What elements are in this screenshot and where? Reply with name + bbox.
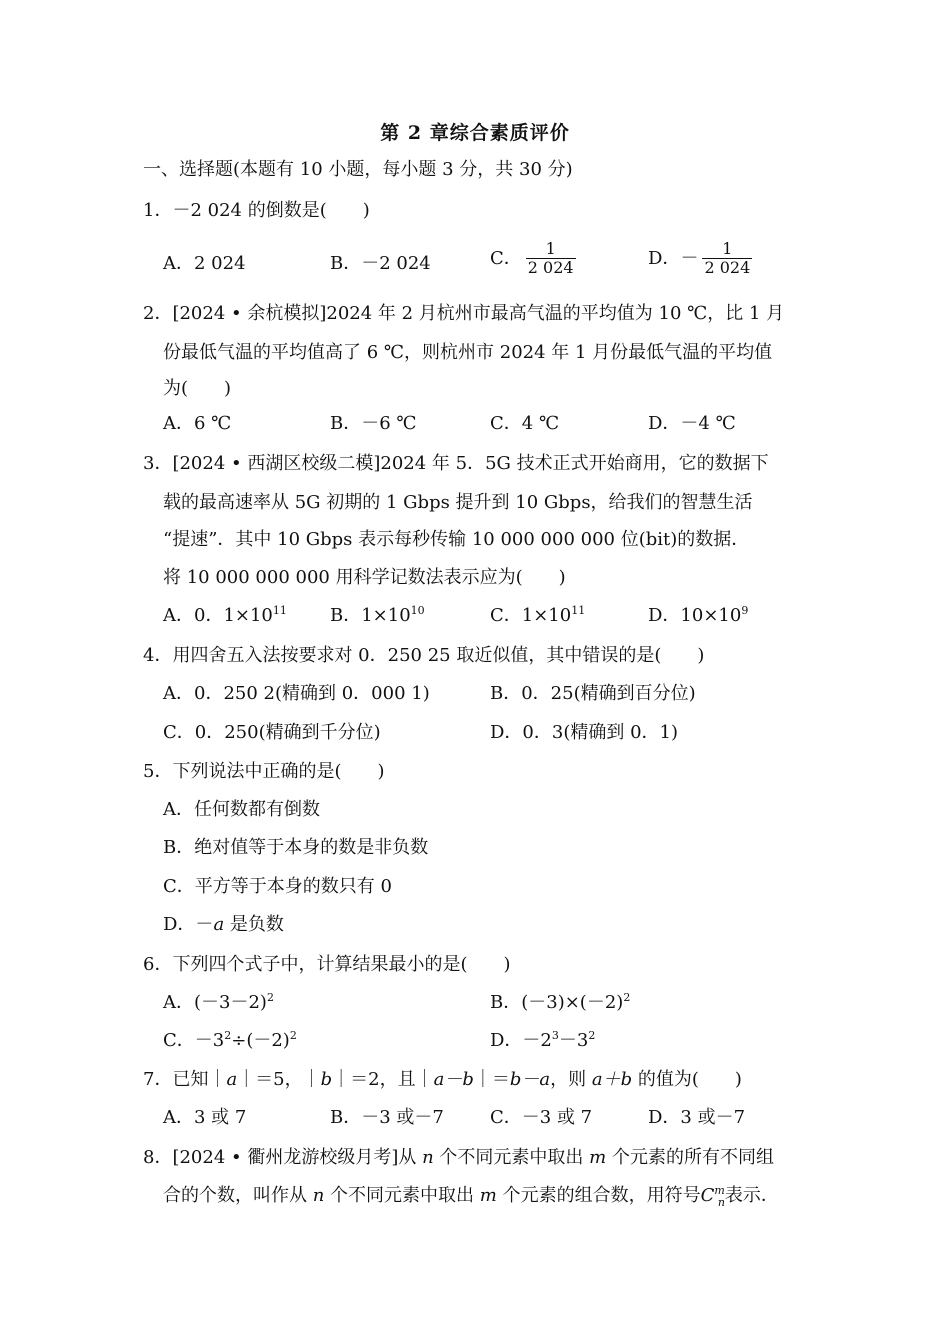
q2-option-a: A．6 ℃ — [163, 413, 232, 434]
fraction-denominator: 2 024 — [527, 258, 574, 277]
question-2-line-2: 份最低气温的平均值高了 6 ℃，则杭州市 2024 年 1 月份最低气温的平均值 — [163, 342, 773, 363]
q5-option-d-suffix: 是负数 — [224, 914, 284, 935]
q3-option-c-exponent: 11 — [571, 604, 586, 617]
q3-option-d — [648, 603, 748, 629]
q2-option-c: C．4 ℃ — [490, 413, 560, 434]
q1-option-d-fraction — [702, 240, 752, 277]
q6-option-d-exp2: 2 — [588, 1029, 596, 1042]
q3-option-b — [330, 603, 425, 629]
fraction-numerator: 1 — [545, 239, 556, 258]
q4-option-c: C．0．250(精确到千分位) — [163, 722, 381, 743]
q6-option-a-base: A．(－3－2) — [163, 992, 267, 1013]
q6-option-b — [490, 990, 630, 1016]
section-heading: 一、选择题(本题有 10 小题，每小题 3 分，共 30 分) — [143, 159, 573, 180]
fraction-numerator: 1 — [722, 239, 733, 258]
q6-option-c-exp2: 2 — [289, 1029, 297, 1042]
q7-text: 7．已知｜ — [143, 1069, 227, 1090]
q7-var-a: a — [226, 1069, 238, 1090]
question-3-line-4: 将 10 000 000 000 用科学记数法表示应为( ) — [163, 567, 566, 588]
q4-option-a: A．0．250 2(精确到 0．000 1) — [163, 683, 430, 704]
q1-option-a: A．2 024 — [163, 253, 246, 274]
q7-option-b: B．－3 或－7 — [330, 1107, 444, 1128]
question-2-line-3: 为( ) — [163, 378, 232, 399]
question-3-line-1: 3．[2024 • 西湖区校级二模]2024 年 5．5G 技术正式开始商用，它的数据下 — [143, 453, 769, 474]
question-8-line-2 — [163, 1183, 779, 1209]
question-2-line-1: 2．[2024 • 余杭模拟]2024 年 2 月杭州市最高气温的平均值为 10 ℃，比 1 月 — [143, 303, 785, 324]
q6-option-a — [163, 990, 274, 1016]
q3-option-a — [163, 603, 287, 629]
q1-option-c-label: C． — [490, 247, 522, 269]
q6-option-d-part2: －3 — [558, 1030, 589, 1051]
q7-expr-3: a＋b — [591, 1069, 633, 1090]
q4-option-b: B．0．25(精确到百分位) — [490, 683, 696, 704]
q8-text: 8．[2024 • 衢州龙游校级月考]从 — [143, 1147, 423, 1168]
q7-option-a: A．3 或 7 — [163, 1107, 247, 1128]
q7-option-c: C．－3 或 7 — [490, 1107, 593, 1128]
q3-option-b-exponent: 10 — [410, 604, 425, 617]
q1-option-b: B．－2 024 — [330, 253, 431, 274]
q3-option-d-base: D．10×10 — [648, 605, 742, 626]
q7-text: 的值为( ) — [632, 1069, 742, 1090]
q6-option-c-part2: ÷(－2) — [231, 1030, 290, 1051]
page-title: 第 2 章综合素质评价 — [380, 122, 570, 144]
q6-option-a-exponent: 2 — [266, 991, 274, 1004]
q1-option-c — [490, 240, 576, 277]
question-5-stem: 5．下列说法中正确的是( ) — [143, 761, 385, 782]
q5-option-d-prefix: D．－ — [163, 914, 214, 935]
q3-option-d-exponent: 9 — [741, 604, 749, 617]
q6-option-c-part1: C．－3 — [163, 1030, 225, 1051]
question-7-stem — [143, 1067, 742, 1093]
q8-combination-symbol: C — [700, 1185, 715, 1206]
q8-text: 个不同元素中取出 — [324, 1185, 480, 1206]
q6-option-d-part1: D．－2 — [490, 1030, 552, 1051]
q4-option-d: D．0．3(精确到 0．1) — [490, 722, 679, 743]
q6-option-b-base: B．(－3)×(－2) — [490, 992, 624, 1013]
q8-var-m: m — [479, 1185, 497, 1206]
q8-text: 个不同元素中取出 — [433, 1147, 590, 1168]
q8-text: 个元素的组合数，用符号 — [496, 1185, 701, 1206]
q1-option-c-fraction — [526, 240, 576, 277]
q6-option-b-exponent: 2 — [623, 991, 631, 1004]
q8-text: 表示． — [724, 1185, 779, 1206]
q7-expr-2: b－a — [509, 1069, 551, 1090]
q6-option-d — [490, 1028, 595, 1054]
q7-text: ，则 — [550, 1069, 592, 1090]
question-1-stem: 1．－2 024 的倒数是( ) — [143, 200, 370, 221]
q7-text: ｜＝ — [473, 1069, 510, 1090]
q1-option-d-sign: － — [680, 247, 699, 269]
q6-option-c — [163, 1028, 297, 1054]
question-3-line-3: “提速”．其中 10 Gbps 表示每秒传输 10 000 000 000 位(bit)的数据． — [163, 529, 750, 550]
question-4-stem: 4．用四舍五入法按要求对 0．250 25 取近似值，其中错误的是( ) — [143, 645, 705, 666]
q7-text: ｜＝2，且｜ — [332, 1069, 434, 1090]
q5-option-c: C．平方等于本身的数只有 0 — [163, 876, 392, 897]
q3-option-c — [490, 603, 585, 629]
q7-option-d: D．3 或－7 — [648, 1107, 746, 1128]
q2-option-d: D．－4 ℃ — [648, 413, 736, 434]
q5-option-d — [163, 912, 284, 938]
q8-var-n: n — [312, 1185, 325, 1206]
question-6-stem: 6．下列四个式子中，计算结果最小的是( ) — [143, 954, 511, 975]
q1-option-d-label: D． — [648, 247, 681, 269]
q5-option-a: A．任何数都有倒数 — [163, 799, 320, 820]
question-8-line-1 — [143, 1145, 774, 1171]
q3-option-c-base: C．1×10 — [490, 605, 572, 626]
q3-option-b-base: B．1×10 — [330, 605, 411, 626]
q5-option-b: B．绝对值等于本身的数是非负数 — [163, 837, 429, 858]
question-3-line-2: 载的最高速率从 5G 初期的 1 Gbps 提升到 10 Gbps，给我们的智慧生活 — [163, 492, 753, 513]
q3-option-a-base: A．0．1×10 — [163, 605, 273, 626]
q7-var-b: b — [320, 1069, 333, 1090]
q3-option-a-exponent: 11 — [272, 604, 287, 617]
q8-text: 个元素的所有不同组 — [606, 1147, 774, 1168]
q8-var-m: m — [589, 1147, 607, 1168]
q5-option-d-variable: a — [213, 914, 225, 935]
q2-option-b: B．－6 ℃ — [330, 413, 417, 434]
q7-text: ｜＝5，｜ — [237, 1069, 321, 1090]
q6-option-d-exp1: 3 — [551, 1029, 559, 1042]
q7-expr-1: a－b — [433, 1069, 474, 1090]
q1-option-d — [648, 240, 752, 277]
q8-text: 合的个数，叫作从 — [163, 1185, 313, 1206]
q8-symbol-sup: m — [714, 1184, 725, 1197]
q8-symbol-sub: n — [717, 1195, 725, 1209]
q8-var-n: n — [422, 1147, 434, 1168]
fraction-denominator: 2 024 — [704, 258, 751, 277]
q6-option-c-exp1: 2 — [224, 1029, 232, 1042]
